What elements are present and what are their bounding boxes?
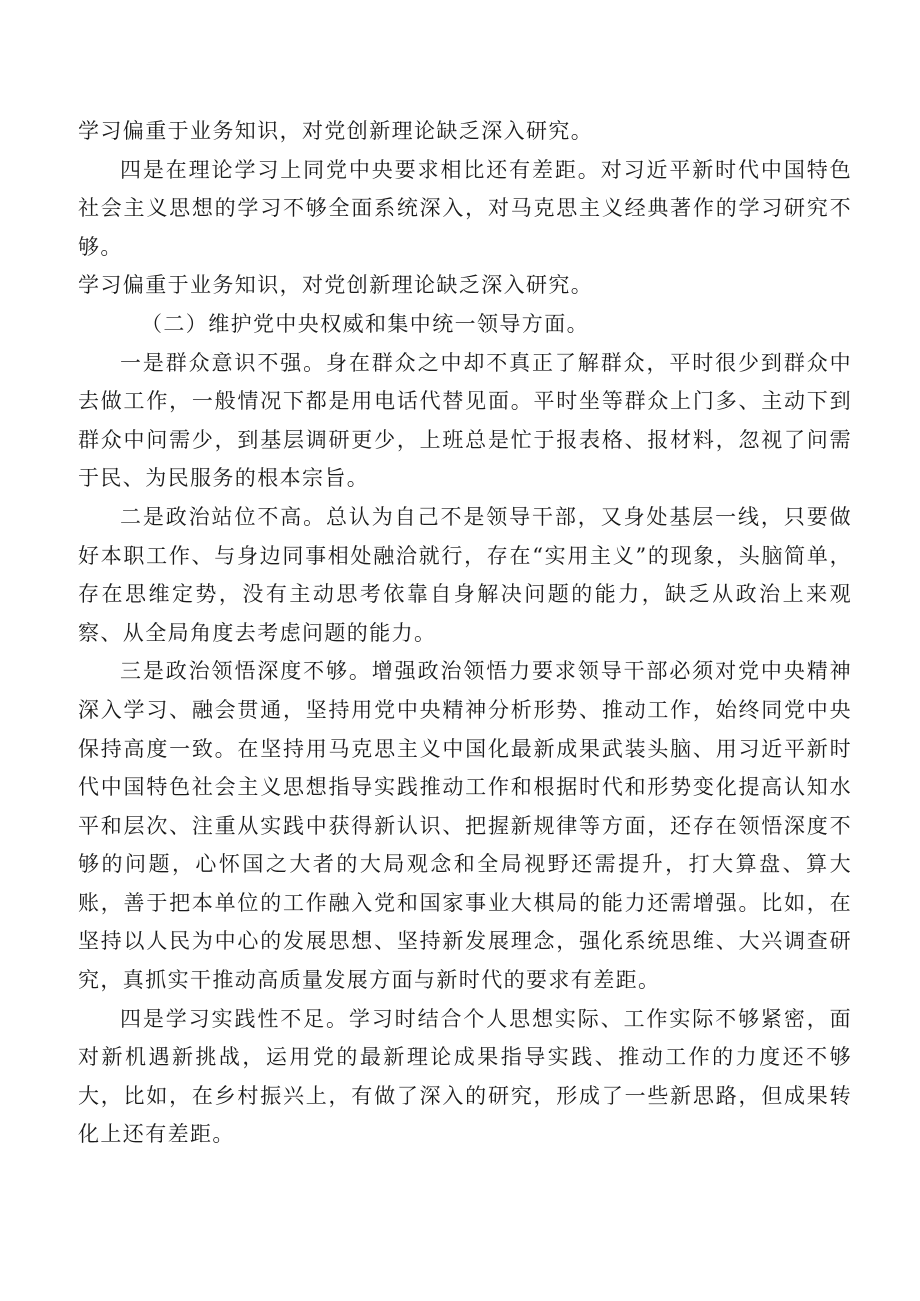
section-heading-2: （二）维护党中央权威和集中统一领导方面。 [141, 311, 589, 336]
paragraph-political-standing: 二是政治站位不高。总认为自己不是领导干部，又身处基层一线，只要做好本职工作、与身边同事相处融洽就行，存在“实用主义”的现象，头脑简单，存在思维定势，没有主动思考依靠自身解决问题的能力，缺乏从政治上来观察、从全局角度去考虑问题的能力。 [78, 504, 852, 645]
paragraph-political-understanding: 三是政治领悟深度不够。增强政治领悟力要求领导干部必须对党中央精神深入学习、融会贯通，坚持用党中央精神分析形势、推动工作，始终同党中央保持高度一致。在坚持用马克思主义中国化最新成果武装头脑、用习近平新时代中国特色社会主义思想指导实践推动工作和根据时代和形势变化提高认知水平和层次、注重从实践中获得新认识、把握新规律等方面，还存在领悟深度不够的问题，心怀国之大者的大局观念和全局视野还需提升，打大算盘、算大账，善于把本单位的工作融入党和国家事业大棋局的能力还需增强。比如，在坚持以人民为中心的发展思想、坚持新发展理念，强化系统思维、大兴调查研究，真抓实干推动高质量发展方面与新时代的要求有差距。 [78, 659, 852, 993]
paragraph-mass-awareness: 一是群众意识不强。身在群众之中却不真正了解群众，平时很少到群众中去做工作，一般情况下都是用电话代替见面。平时坐等群众上门多、主动下到群众中问需少，到基层调研更少，上班总是忙于报表格、报材料，忽视了问需于民、为民服务的根本宗旨。 [78, 350, 852, 491]
paragraph-study-practice: 四是学习实践性不足。学习时结合个人思想实际、工作实际不够紧密，面对新机遇新挑战，运用党的最新理论成果指导实践、推动工作的力度还不够大，比如，在乡村振兴上，有做了深入的研究，形成了一些新思路，但成果转化上还有差距。 [78, 1006, 852, 1147]
paragraph-theory-gap: 四是在理论学习上同党中央要求相比还有差距。对习近平新时代中国特色社会主义思想的学习不够全面系统深入，对马克思主义经典著作的学习研究不够。 [78, 157, 852, 259]
paragraph-study-bias-1: 学习偏重于业务知识，对党创新理论缺乏深入研究。 [78, 119, 594, 143]
document-body [78, 112, 852, 1154]
paragraph-study-bias-2: 学习偏重于业务知识，对党创新理论缺乏深入研究。 [78, 273, 594, 298]
